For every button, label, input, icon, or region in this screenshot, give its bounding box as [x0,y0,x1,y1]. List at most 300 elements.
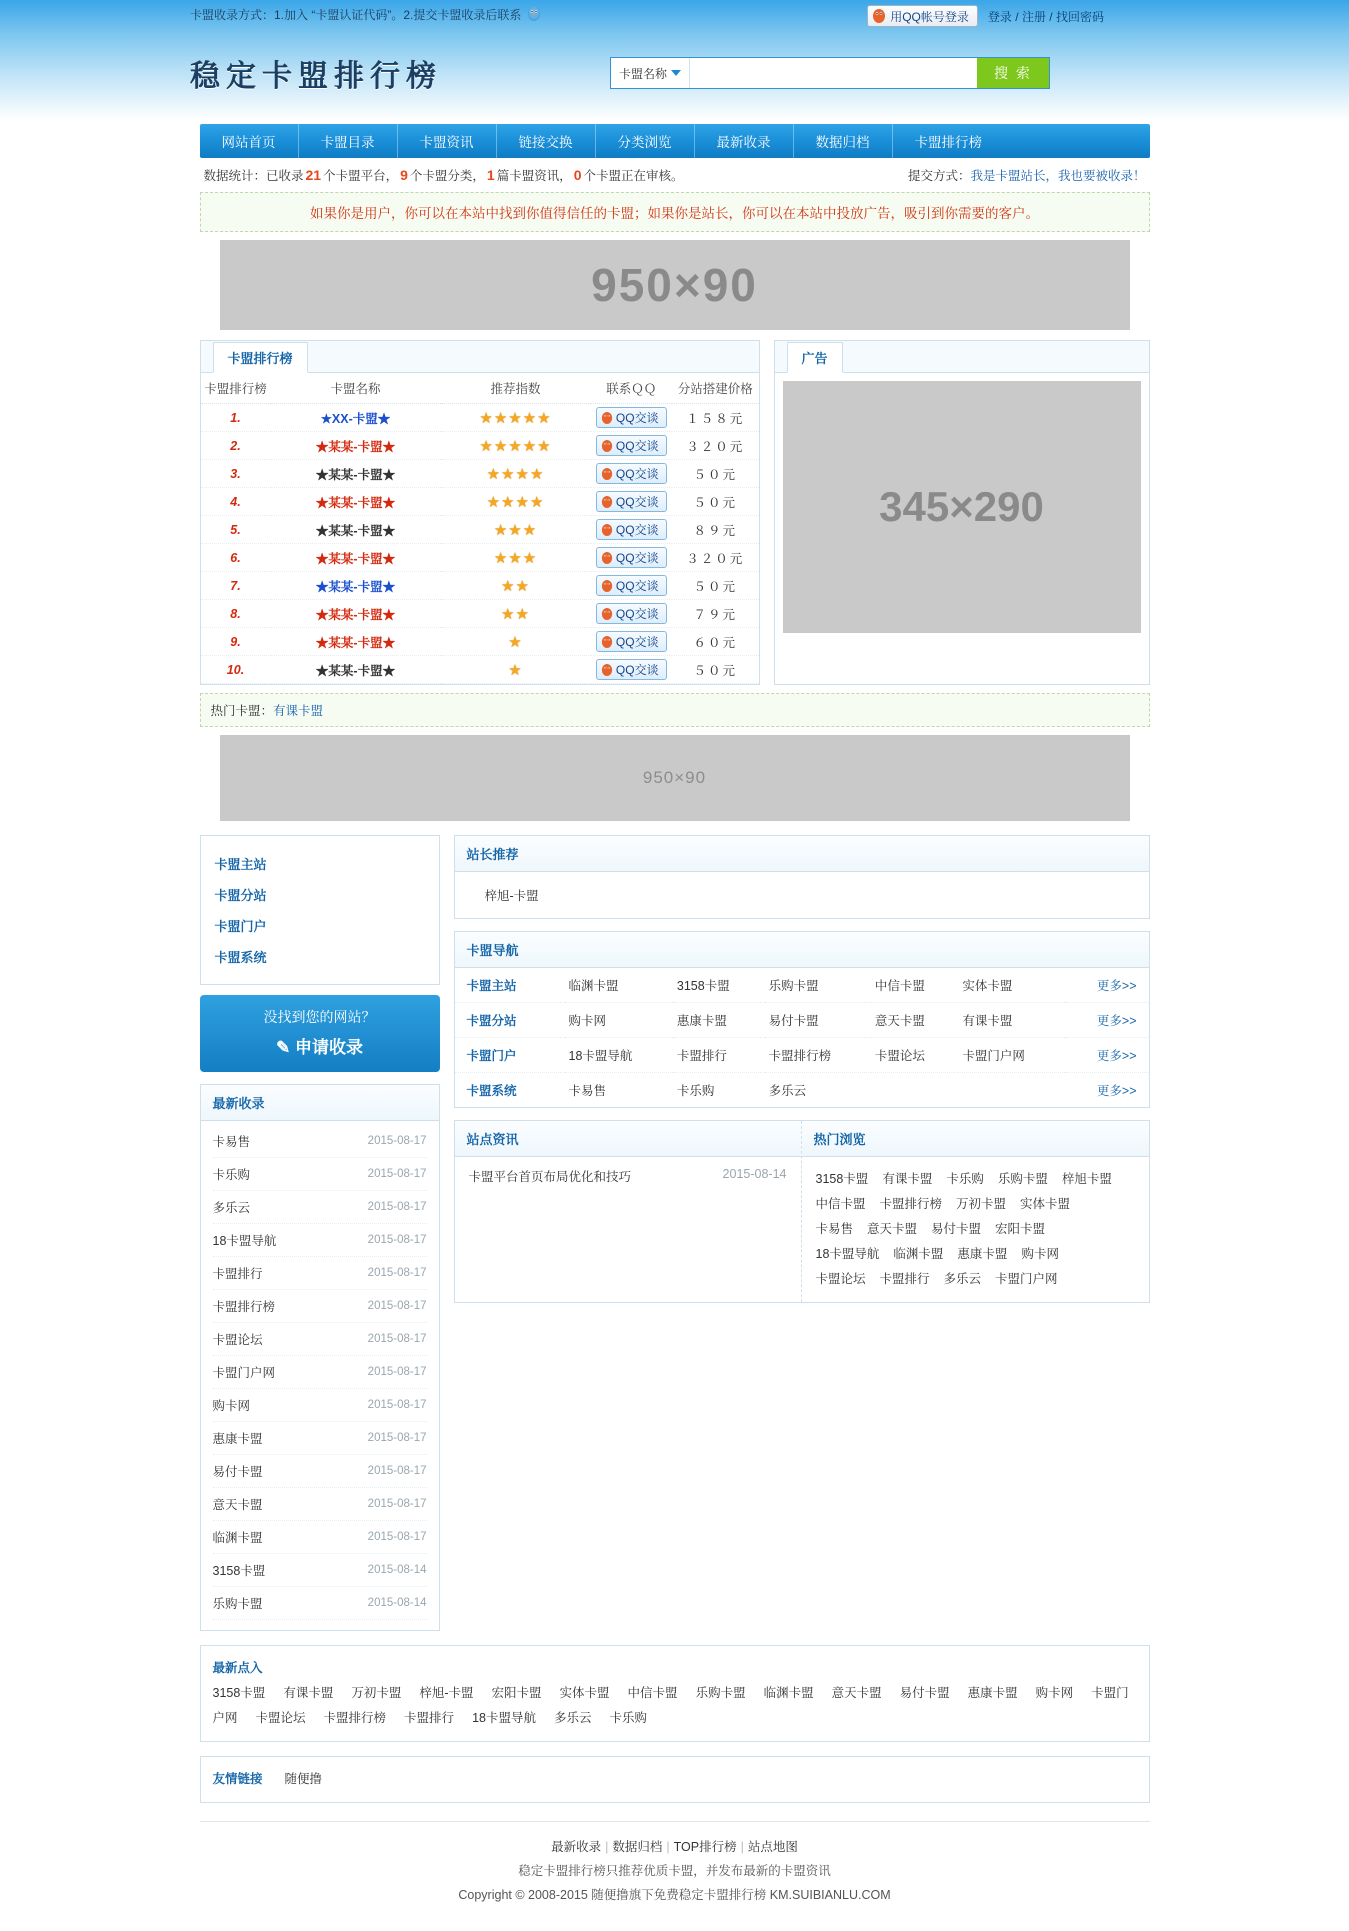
rank-price: ６０元 [672,628,759,656]
link-separator-2: / [1049,9,1053,24]
col-price: 分站搭建价格 [672,373,759,404]
latest-entry-link[interactable]: 梓旭-卡盟 [419,1686,474,1700]
qq-chat-label: QQ交谈 [615,467,659,481]
ad-banner-mid[interactable]: 950×90 [220,735,1130,821]
rank-price: ７９元 [672,600,759,628]
ad-banner-top[interactable]: 950×90 [220,240,1130,330]
km-nav-cell [958,1038,1064,1073]
latest-entry-link[interactable]: 多乐云 [553,1711,592,1725]
footer-link[interactable]: 数据归档 [612,1840,663,1854]
rank-qq-cell [591,600,672,628]
hot-browse-link[interactable]: 意天卡盟 [867,1222,918,1236]
km-nav-cell [673,1038,765,1073]
latest-item-link[interactable]: 惠康卡盟 [212,1432,263,1446]
rank-site-name[interactable] [271,600,441,628]
rank-site-link[interactable]: ★XX-卡盟★ [320,411,391,426]
col-name: 卡盟名称 [271,373,441,404]
km-nav-link[interactable]: 购卡网 [568,1014,607,1028]
recommend-title: 站长推荐 [455,836,1149,872]
rank-qq-cell [591,488,672,516]
latest-entries-box [200,1645,1150,1742]
col-rank: 卡盟排行榜 [201,373,271,404]
latest-item-link[interactable]: 3158卡盟 [212,1564,266,1578]
qq-chat-button[interactable] [596,631,667,652]
latest-item-link[interactable]: 卡盟排行 [212,1267,263,1281]
login-link[interactable]: 登录 [987,9,1012,24]
hot-browse-link[interactable]: 宏阳卡盟 [995,1222,1046,1236]
km-nav-link[interactable]: 卡盟论坛 [874,1049,925,1063]
footer-links [200,1836,1150,1860]
latest-item-link[interactable]: 卡盟排行榜 [212,1300,276,1314]
km-nav-link[interactable]: 实体卡盟 [962,979,1013,993]
rank-qq-cell [591,516,672,544]
account-links [988,8,1104,25]
star-icon: ★ [501,577,516,595]
hot-browse-link[interactable]: 万初卡盟 [956,1197,1007,1211]
nav-item-archive[interactable]: 数据归档 [794,124,893,158]
hot-browse-link[interactable]: 惠康卡盟 [957,1247,1008,1261]
km-nav-more[interactable]: 更多>> [1065,968,1149,1003]
qq-chat-label: QQ交谈 [615,495,659,509]
qq-chat-button[interactable] [596,491,667,512]
list-item [213,1587,427,1620]
star-icon: ★ [537,409,552,427]
rank-and-ad-row [200,340,1150,685]
qq-chat-button[interactable] [596,603,667,624]
km-nav-link[interactable]: 易付卡盟 [768,1014,819,1028]
stats-t2: 个卡盟分类， [409,169,485,183]
km-nav-link[interactable]: 多乐云 [768,1084,807,1098]
recommend-panel [454,835,1150,919]
stats-prefix: 数据统计：已收录 [203,169,304,183]
qq-chat-label: QQ交谈 [615,551,659,565]
footer-link[interactable]: 最新收录 [551,1840,602,1854]
tab-ranking[interactable]: 卡盟排行榜 [213,342,308,373]
qq-chat-label: QQ交谈 [615,607,659,621]
km-nav-link[interactable]: 乐购卡盟 [768,979,819,993]
header-row [0,28,1349,108]
latest-item-link[interactable]: 卡易售 [212,1135,251,1149]
rank-stars [441,404,591,432]
km-nav-link[interactable]: 卡盟门户网 [962,1049,1025,1063]
rank-price: ８９元 [672,516,759,544]
latest-entry-link[interactable]: 卡盟排行 [404,1711,455,1725]
star-icon: ★ [537,437,552,455]
hot-browse-link[interactable]: 有课卡盟 [882,1172,933,1186]
search-box [610,57,1050,89]
hot-browse-link[interactable]: 购卡网 [1021,1247,1059,1261]
qq-login-button[interactable] [867,5,978,27]
km-nav-category[interactable]: 卡盟门户 [455,1038,565,1073]
tab-advertisement[interactable]: 广告 [787,342,843,373]
latest-inclusion-list [201,1121,439,1630]
qq-chat-button[interactable] [596,435,667,456]
right-column [454,835,1150,1303]
search-button[interactable]: 搜 索 [977,58,1049,88]
km-nav-title: 卡盟导航 [455,932,1149,968]
latest-entries-label: 最新点入 [212,1661,263,1675]
star-icon: ★ [486,493,502,511]
latest-entry-link[interactable]: 中信卡盟 [627,1686,678,1700]
latest-entries-row [213,1656,1137,1731]
rank-price: ５０元 [672,460,759,488]
star-icon: ★ [501,493,516,511]
km-nav-row [455,1003,1149,1038]
nav-item-ranking[interactable]: 卡盟排行榜 [914,135,982,150]
qq-chat-button[interactable] [596,659,667,680]
sidebar-item-system[interactable]: 卡盟系统 [214,950,267,965]
km-nav-cell [871,1073,958,1108]
list-item [213,1224,427,1257]
rank-qq-cell [591,544,672,572]
submit-hint [908,166,1146,184]
km-nav-link[interactable]: 18卡盟导航 [568,1049,633,1063]
latest-entry-link[interactable]: 临渊卡盟 [763,1686,814,1700]
rank-position: 8. [201,600,271,628]
site-logo[interactable]: 稳定卡盟排行榜 [190,59,442,94]
km-nav-cell [673,1073,765,1108]
rank-site-link[interactable]: ★某某-卡盟★ [315,663,396,678]
hot-cards-item[interactable]: 有课卡盟 [273,704,324,718]
star-icon: ★ [508,437,523,455]
rank-position: 7. [201,572,271,600]
star-icon: ★ [479,409,494,427]
rank-position: 9. [201,628,271,656]
km-nav-more[interactable]: 更多>> [1096,1084,1137,1098]
qq-chat-label: QQ交谈 [615,579,659,593]
apply-inclusion-box[interactable] [200,995,440,1072]
latest-item-link[interactable]: 购卡网 [212,1399,251,1413]
km-nav-link[interactable]: 惠康卡盟 [676,1014,727,1028]
km-nav-link[interactable]: 卡盟排行榜 [768,1049,832,1063]
rank-qq-cell [591,628,672,656]
km-nav-cell [673,968,765,1003]
km-nav-cell [765,1003,871,1038]
news-item[interactable] [455,1157,801,1195]
star-icon: ★ [522,521,538,539]
star-icon: ★ [479,437,494,455]
latest-entry-link[interactable]: 易付卡盟 [899,1686,950,1700]
latest-item-link[interactable]: 卡乐购 [212,1168,251,1182]
star-icon: ★ [529,465,545,483]
nav-item-latest[interactable]: 最新收录 [695,124,794,158]
km-nav-category[interactable]: 卡盟分站 [455,1003,565,1038]
hot-cards-bar [200,693,1150,727]
stats-t4: 个卡盟正在审核。 [583,169,684,183]
latest-entry-link[interactable]: 卡盟门户网 [212,1686,1129,1725]
news-item-title[interactable]: 卡盟平台首页布局优化和技巧 [468,1170,632,1184]
main-nav [200,124,1150,158]
rank-site-link[interactable]: ★某某-卡盟★ [315,607,396,622]
km-nav-link[interactable]: 卡易售 [568,1084,607,1098]
ranking-tabs [201,341,759,373]
footer-link[interactable]: 站点地图 [747,1840,798,1854]
nav-item-directory[interactable]: 卡盟目录 [299,124,398,158]
hot-browse-link[interactable]: 临渊卡盟 [893,1247,944,1261]
hot-browse-link[interactable]: 18卡盟导航 [815,1247,880,1261]
friend-links-box [200,1756,1150,1803]
star-icon: ★ [515,493,530,511]
star-icon: ★ [486,465,502,483]
star-icon: ★ [508,549,523,567]
rank-site-link[interactable]: ★某某-卡盟★ [315,579,396,594]
km-nav-link[interactable]: 有课卡盟 [962,1014,1013,1028]
recommend-body [455,872,1149,918]
rank-site-name[interactable] [271,572,441,600]
hot-browse-link[interactable]: 多乐云 [943,1272,982,1286]
rank-site-link[interactable]: ★某某-卡盟★ [315,439,396,454]
nav-item-categories[interactable]: 分类浏览 [596,124,695,158]
friend-links-label: 友情链接 [212,1772,263,1786]
latest-entry-link[interactable]: 购卡网 [1035,1686,1074,1700]
qq-chat-button[interactable] [596,519,667,540]
km-nav-category[interactable]: 卡盟系统 [466,1084,517,1098]
hot-browse-link[interactable]: 卡盟排行榜 [879,1197,943,1211]
nav-item-linkexchange[interactable]: 链接交换 [497,124,596,158]
km-nav-cell [673,1003,765,1038]
rank-price: ５０元 [672,488,759,516]
rank-position: 2. [201,432,271,460]
rank-qq-cell [591,460,672,488]
rank-site-link[interactable]: ★某某-卡盟★ [315,495,396,510]
rank-stars [441,544,591,572]
list-item [213,1257,427,1290]
latest-item-link[interactable]: 18卡盟导航 [212,1234,277,1248]
rank-stars [441,432,591,460]
latest-entry-link[interactable]: 乐购卡盟 [695,1686,746,1700]
qq-chat-button[interactable] [596,547,667,568]
rank-stars [441,516,591,544]
rank-stars [441,656,591,684]
latest-item-link[interactable]: 乐购卡盟 [212,1597,263,1611]
rank-position: 5. [201,516,271,544]
latest-item-link[interactable]: 卡盟论坛 [212,1333,263,1347]
rank-site-link[interactable]: ★某某-卡盟★ [315,467,396,482]
rank-qq-cell [591,432,672,460]
km-nav-panel [454,931,1150,1108]
ad-banner-side[interactable]: 345×290 [783,381,1141,633]
latest-entry-link[interactable]: 万初卡盟 [351,1686,402,1700]
latest-entry-link[interactable]: 卡乐购 [609,1711,647,1725]
list-item [213,1323,427,1356]
nav-item-home[interactable]: 网站首页 [200,124,299,158]
rank-site-name[interactable] [271,488,441,516]
search-category-label: 卡盟名称 [619,66,668,81]
rank-price: ３２０元 [672,432,759,460]
footer-separator: | [740,1840,744,1854]
recommend-item[interactable]: 梓旭-卡盟 [484,889,539,903]
latest-entry-link[interactable]: 实体卡盟 [559,1686,610,1700]
hot-browse-link[interactable]: 卡乐购 [946,1172,984,1186]
search-category-select[interactable] [611,58,690,88]
latest-item-date: 2015-08-17 [367,1135,427,1147]
latest-entry-link[interactable]: 18卡盟导航 [472,1711,536,1725]
latest-item-date: 2015-08-17 [367,1267,427,1279]
km-nav-link[interactable]: 意天卡盟 [874,1014,925,1028]
qq-chat-button[interactable] [596,463,667,484]
qq-chat-label: QQ交谈 [615,663,659,677]
search-input[interactable] [690,58,977,88]
km-nav-cell [565,1038,673,1073]
stats-category-count: 9 [400,167,408,183]
latest-entry-link[interactable]: 有课卡盟 [283,1686,334,1700]
ranking-panel [200,340,760,685]
rank-site-name[interactable] [271,628,441,656]
hot-browse-link[interactable]: 易付卡盟 [931,1222,982,1236]
latest-item-date: 2015-08-17 [367,1531,427,1543]
lower-section [200,835,1150,1631]
hot-browse-link[interactable]: 卡易售 [815,1222,854,1236]
latest-entry-link[interactable]: 3158卡盟 [212,1686,266,1700]
list-item [213,1191,427,1224]
hot-browse-link[interactable]: 卡盟门户网 [995,1272,1058,1286]
friend-links-row [213,1767,1137,1792]
table-row [201,488,759,516]
sidebar-item-sub-site[interactable]: 卡盟分站 [214,888,267,903]
table-row [201,516,759,544]
hot-browse-link[interactable]: 3158卡盟 [815,1172,869,1186]
qq-chat-button[interactable] [596,407,667,428]
hot-cards-label: 热门卡盟： [210,704,274,718]
star-icon: ★ [501,605,516,623]
apply-button[interactable] [200,1033,440,1058]
hot-browse-link[interactable]: 乐购卡盟 [997,1172,1048,1186]
latest-entry-link[interactable]: 惠康卡盟 [967,1686,1018,1700]
category-links [200,835,440,985]
topbar-account-area [867,5,1104,27]
submit-link[interactable]: 我是卡盟站长，我也要被收录！ [970,169,1146,183]
hot-browse-link[interactable]: 卡盟排行 [879,1272,930,1286]
km-nav-more[interactable]: 更多>> [1065,1038,1149,1073]
hot-browse-link[interactable]: 梓旭卡盟 [1061,1172,1112,1186]
rank-site-name[interactable] [271,404,441,432]
ranking-table [201,373,759,684]
table-row [201,572,759,600]
latest-item-date: 2015-08-17 [367,1234,427,1246]
rank-site-name[interactable] [271,516,441,544]
list-item [213,1455,427,1488]
km-nav-link[interactable]: 3158卡盟 [676,979,730,993]
latest-item-date: 2015-08-17 [367,1399,427,1411]
footer-separator: | [605,1840,609,1854]
km-nav-category[interactable]: 卡盟主站 [455,968,565,1003]
km-nav-cell [871,1038,958,1073]
latest-entry-link[interactable]: 宏阳卡盟 [491,1686,542,1700]
rank-position: 3. [201,460,271,488]
list-item [213,1290,427,1323]
rank-position: 1. [201,404,271,432]
latest-entry-link[interactable]: 意天卡盟 [831,1686,882,1700]
km-nav-cell [871,968,958,1003]
site-news-title: 站点资讯 [455,1121,801,1157]
km-nav-more[interactable]: 更多>> [1065,1003,1149,1038]
table-row [201,600,759,628]
star-icon: ★ [501,465,516,483]
rank-site-link[interactable]: ★某某-卡盟★ [315,523,396,538]
stats-pending-count: 0 [573,167,582,183]
qq-login-label: 用QQ帐号登录 [890,9,969,24]
star-icon: ★ [515,605,530,623]
hot-browse-link[interactable]: 卡盟论坛 [815,1272,866,1286]
rank-site-name[interactable] [271,460,441,488]
latest-item-link[interactable]: 多乐云 [212,1201,251,1215]
footer-separator: | [666,1840,670,1854]
stats-bar [200,158,1150,192]
hot-browse-title: 热门浏览 [802,1121,1149,1157]
list-item [213,1389,427,1422]
star-icon: ★ [493,409,509,427]
qq-chat-button[interactable] [596,575,667,596]
qq-chat-label: QQ交谈 [615,439,659,453]
km-nav-link[interactable]: 临渊卡盟 [568,979,619,993]
sidebar-item-portal[interactable]: 卡盟门户 [214,919,267,934]
apply-question: 没找到您的网站？ [263,1009,376,1025]
latest-inclusion-title: 最新收录 [201,1085,439,1121]
km-nav-row [455,1038,1149,1073]
sidebar-item-main-site[interactable]: 卡盟主站 [214,857,267,872]
col-stars: 推荐指数 [441,373,591,404]
rank-price: ３２０元 [672,544,759,572]
rank-site-name[interactable] [271,544,441,572]
star-icon: ★ [508,409,523,427]
km-nav-cell [765,1038,871,1073]
footer-link[interactable]: TOP排行榜 [673,1840,737,1854]
hot-browse-link[interactable]: 中信卡盟 [815,1197,866,1211]
footer-line-2: Copyright © 2008-2015 随便撸旗下免费稳定卡盟排行榜 KM.SUIBIANLU.COM [458,1887,891,1902]
latest-item-link[interactable]: 意天卡盟 [212,1498,263,1512]
km-nav-table [455,968,1149,1107]
km-nav-cell [958,1003,1064,1038]
qq-penguin-icon [872,8,886,24]
stats-text [204,166,684,184]
hot-browse-link[interactable]: 实体卡盟 [1020,1197,1071,1211]
latest-item-date: 2015-08-14 [367,1597,427,1609]
latest-item-link[interactable]: 临渊卡盟 [212,1531,263,1545]
list-item [213,1125,427,1158]
km-nav-cell [958,968,1064,1003]
table-row [201,656,759,684]
km-nav-link[interactable]: 卡盟排行 [676,1049,727,1063]
qq-chat-label: QQ交谈 [615,523,659,537]
latest-item-link[interactable]: 易付卡盟 [212,1465,263,1479]
rank-site-name[interactable] [271,656,441,684]
stats-platform-count: 21 [305,167,322,183]
rank-position: 6. [201,544,271,572]
find-password-link[interactable]: 找回密码 [1055,9,1104,24]
rank-qq-cell [591,572,672,600]
topbar [0,0,1349,28]
nav-item-news[interactable]: 卡盟资讯 [398,124,497,158]
km-nav-link[interactable]: 卡乐购 [676,1084,715,1098]
news-hot-row [454,1120,1150,1303]
rank-stars [441,628,591,656]
register-link[interactable]: 注册 [1021,9,1046,24]
latest-item-date: 2015-08-17 [367,1300,427,1312]
km-nav-link[interactable]: 中信卡盟 [874,979,925,993]
rank-site-name[interactable] [271,432,441,460]
rank-price: １５８元 [672,404,759,432]
rank-site-link[interactable]: ★某某-卡盟★ [315,635,396,650]
rank-qq-cell [591,656,672,684]
rank-site-link[interactable]: ★某某-卡盟★ [315,551,396,566]
header-banner [0,0,1349,120]
star-icon: ★ [522,409,538,427]
latest-entry-link[interactable]: 卡盟排行榜 [323,1711,387,1725]
latest-item-link[interactable]: 卡盟门户网 [212,1366,276,1380]
friend-link[interactable]: 随便撸 [284,1772,323,1786]
stats-t3: 篇卡盟资讯， [496,169,572,183]
latest-entry-link[interactable]: 卡盟论坛 [255,1711,306,1725]
